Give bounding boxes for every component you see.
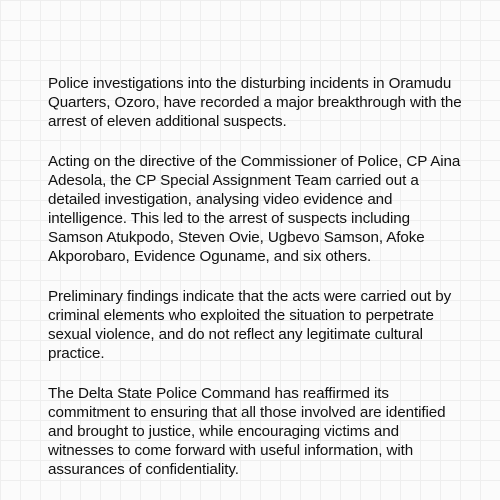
paragraph-arrest-breakthrough: Police investigations into the disturbing incidents in Oramudu Quarters, Ozoro, have recorded a major breakthrough with the arrest of eleven additional suspects. [48, 75, 462, 130]
paragraph-command-commitment: The Delta State Police Command has reaffirmed its commitment to ensuring that all those involved are identified and brought to justice, while encouraging victims and witnesses to come forward with useful information, with assurances of confidentiality. [48, 385, 446, 478]
paragraph-preliminary-findings: Preliminary findings indicate that the acts were carried out by criminal elements who exploited the situation to perpetrate sexual violence, and do not reflect any legitimate cultural practice. [48, 288, 452, 362]
post-body [48, 74, 468, 500]
paragraph-investigation-details: Acting on the directive of the Commissioner of Police, CP Aina Adesola, the CP Special Assignment Team carried out a detailed investigation, analysing video evidence and intelligence. This led to the arrest of suspects including Samson Atukpodo, Steven Ovie, Ugbevo Samson, Afoke Akporobaro, Evidence Oguname, and six others. [48, 153, 461, 265]
